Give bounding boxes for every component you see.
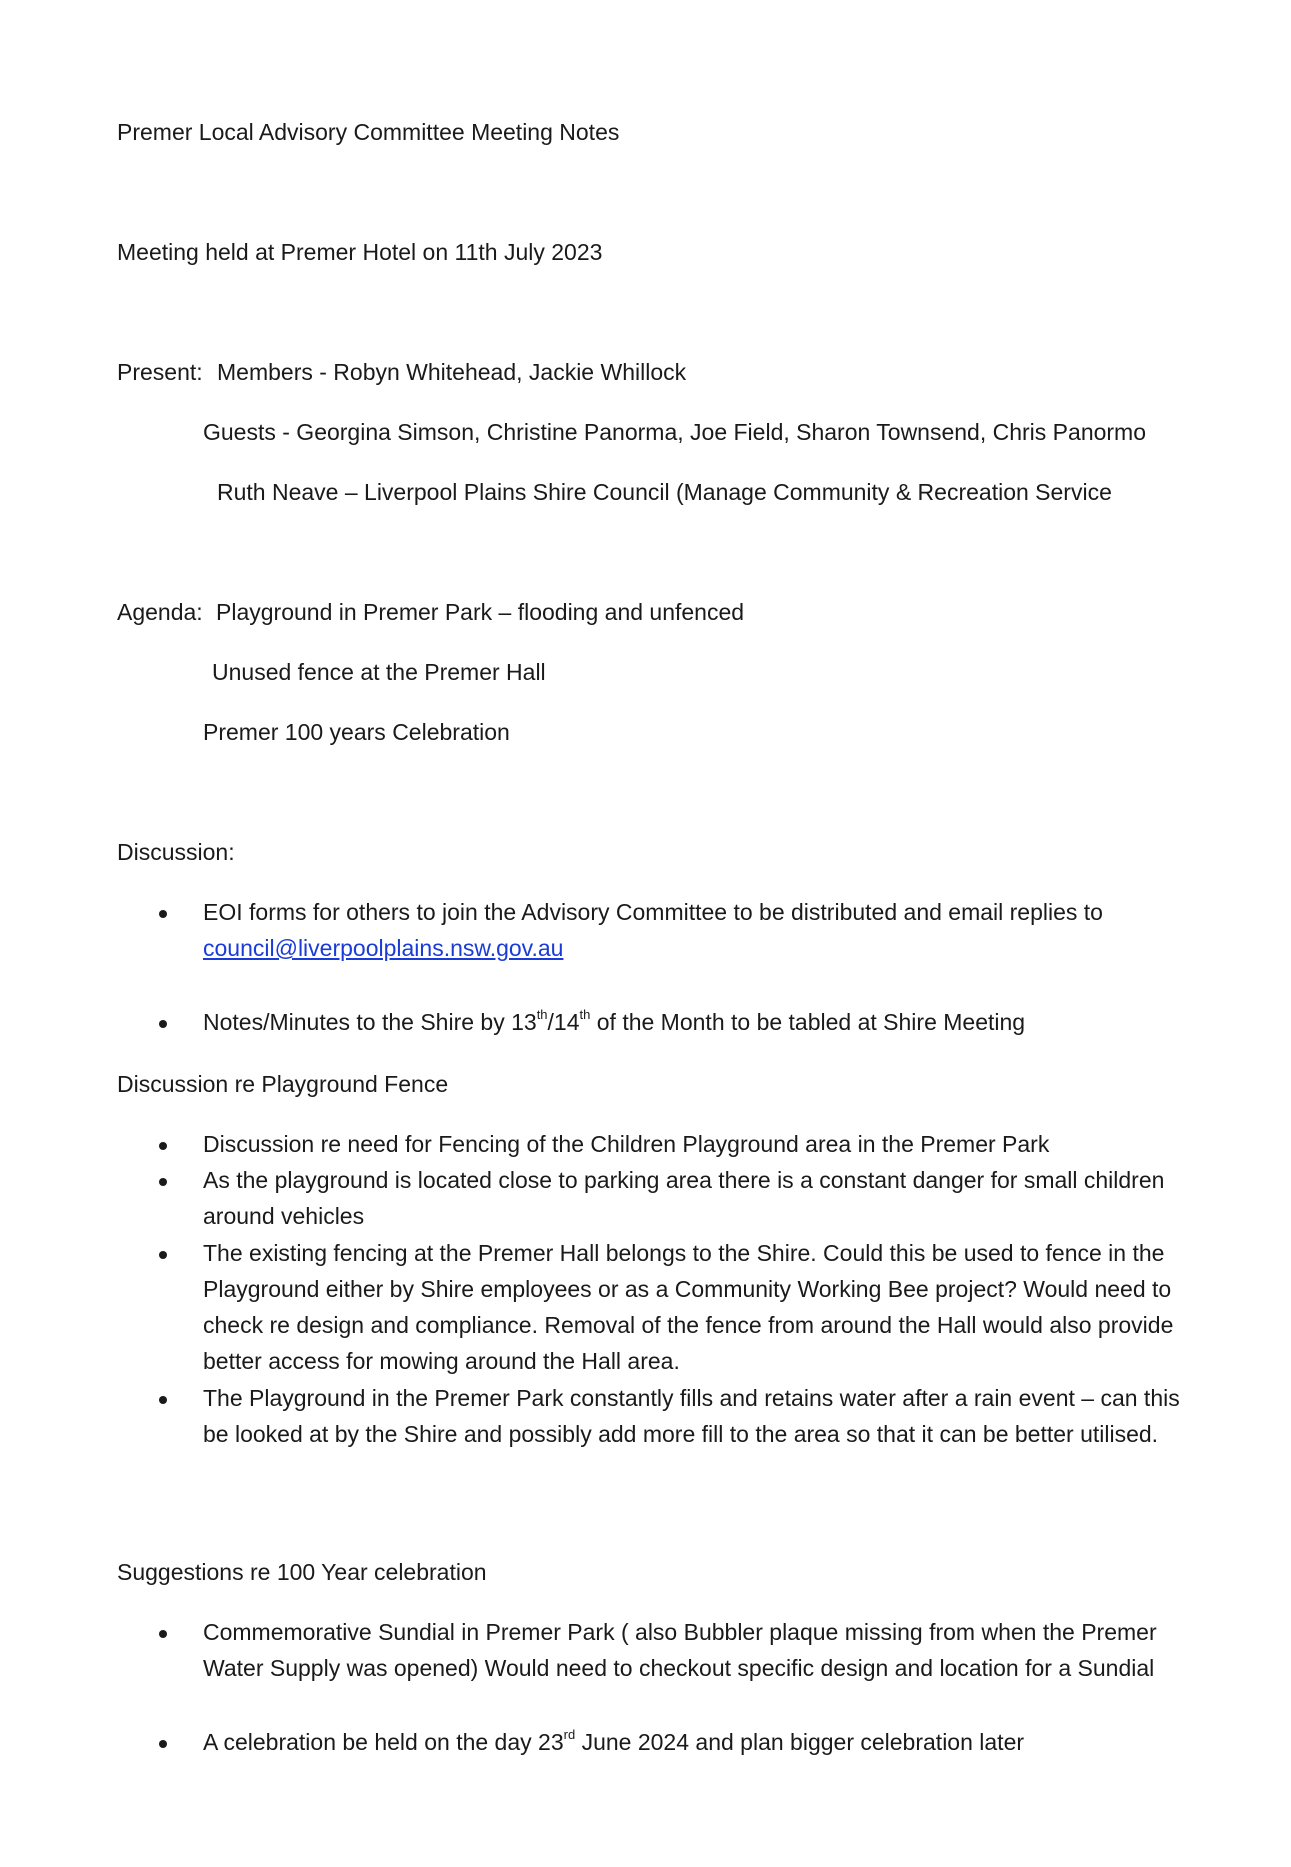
fence-item: The existing fencing at the Premer Hall belongs to the Shire. Could this be used to fence in the Playground either by Shire employees or as a Community Working Bee project? Would need to check re design and compliance. Removal of the fence from around the Hall would also provide better access for mowing around the Hall area. — [203, 1240, 1174, 1374]
bullet-icon — [159, 1142, 167, 1150]
present-members: Members - Robyn Whitehead, Jackie Whillock — [217, 359, 687, 385]
bullet-icon — [159, 1251, 167, 1259]
bullet-icon — [159, 910, 167, 918]
event-text: June 2024 and plan bigger celebration later — [575, 1729, 1025, 1755]
bullet-icon — [159, 1740, 167, 1748]
event-sup: rd — [563, 1727, 576, 1743]
bullet-icon — [159, 1020, 167, 1028]
notes-sup: th — [536, 1007, 548, 1023]
event-text: A celebration be held on the day 23 — [203, 1729, 564, 1755]
celebration-heading: Suggestions re 100 Year celebration — [117, 1559, 487, 1585]
discussion-eoi — [203, 894, 1183, 966]
playground-fence-heading: Discussion re Playground Fence — [117, 1071, 449, 1097]
bullet-icon — [159, 1630, 167, 1638]
agenda-label: Agenda: — [117, 599, 203, 625]
notes-text: Notes/Minutes to the Shire by 13 — [203, 1009, 537, 1035]
notes-text: of the Month to be tabled at Shire Meeting — [590, 1009, 1026, 1035]
agenda-item: Premer 100 years Celebration — [203, 719, 510, 745]
document-title: Premer Local Advisory Committee Meeting Notes — [117, 119, 620, 145]
council-email-link[interactable]: council@liverpoolplains.nsw.gov.au — [203, 935, 564, 961]
bullet-icon — [159, 1178, 167, 1186]
discussion-notes — [203, 1004, 1183, 1040]
bullet-icon — [159, 1396, 167, 1404]
present-council: Ruth Neave – Liverpool Plains Shire Council (Manage Community & Recreation Service — [217, 479, 1112, 505]
present-label: Present: — [117, 359, 203, 385]
fence-item: As the playground is located close to parking area there is a constant danger for small children around vehicles — [203, 1167, 1165, 1229]
meeting-details: Meeting held at Premer Hotel on 11th July 2023 — [117, 239, 603, 265]
celebration-sundial: Commemorative Sundial in Premer Park ( also Bubbler plaque missing from when the Premer Water Supply was opened) Would need to checkout specific design and location for a Sundial — [203, 1619, 1157, 1681]
agenda-item: Playground in Premer Park – flooding and unfenced — [216, 599, 745, 625]
notes-text: /14 — [547, 1009, 580, 1035]
eoi-text: EOI forms for others to join the Advisory Committee to be distributed and email replies to — [203, 899, 1103, 925]
discussion-heading: Discussion: — [117, 839, 235, 865]
celebration-event — [203, 1724, 1183, 1760]
agenda-item: Unused fence at the Premer Hall — [212, 659, 546, 685]
fence-item: The Playground in the Premer Park constantly fills and retains water after a rain event – can this be looked at by the Shire and possibly add more fill to the area so that it can be better utilised. — [203, 1385, 1180, 1447]
present-guests: Guests - Georgina Simson, Christine Panorma, Joe Field, Sharon Townsend, Chris Panormo — [203, 419, 1147, 445]
notes-sup: th — [579, 1007, 591, 1023]
fence-item: Discussion re need for Fencing of the Children Playground area in the Premer Park — [203, 1131, 1050, 1157]
